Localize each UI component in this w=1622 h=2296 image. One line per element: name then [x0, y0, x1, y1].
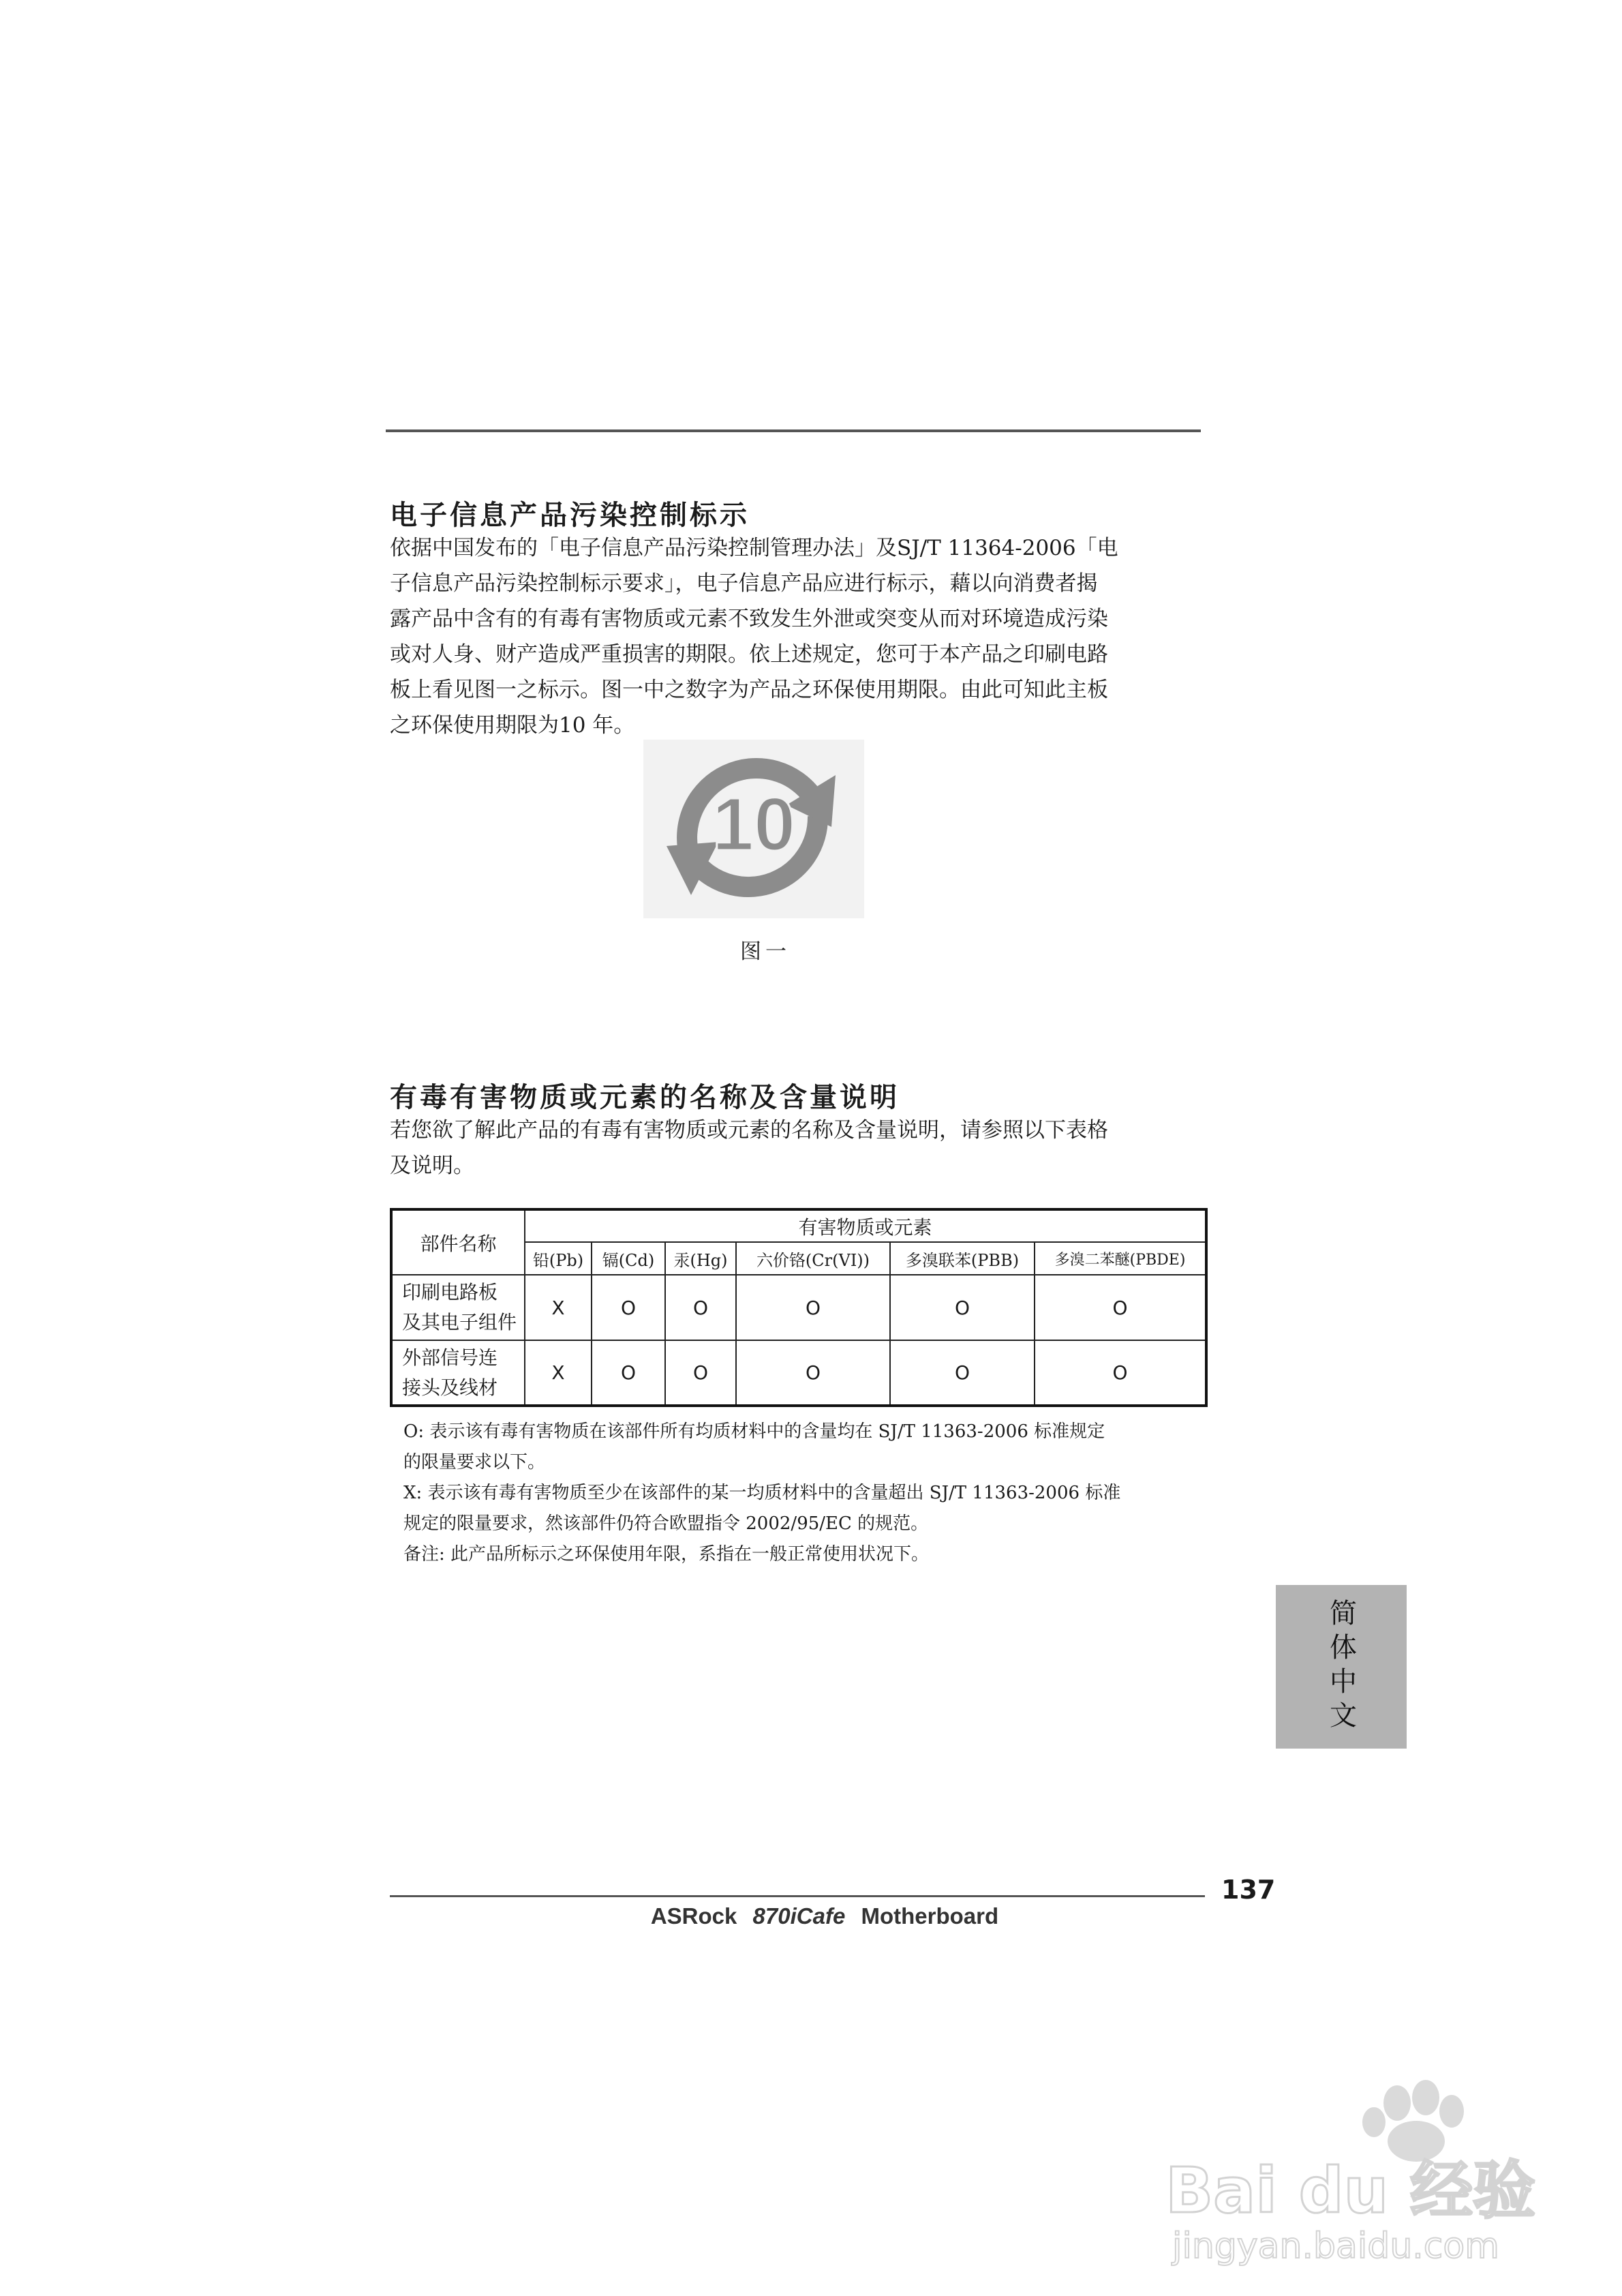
table-cell: O — [1035, 1275, 1206, 1340]
row-label-line: 外部信号连 — [402, 1346, 498, 1369]
paragraph-line: 若您欲了解此产品的有毒有害物质或元素的名称及含量说明，请参照以下表格 — [390, 1118, 1108, 1143]
top-rule — [386, 429, 1201, 432]
part-name-header: 部件名称 — [391, 1209, 525, 1275]
table-cell: O — [736, 1275, 890, 1340]
recycle-10-icon — [643, 740, 864, 918]
note-remark: 备注: 此产品所标示之环保使用年限，系指在一般正常使用状况下。 — [403, 1544, 930, 1565]
footer-product-line — [0, 1903, 1622, 1929]
table-row — [391, 1275, 1206, 1340]
environmental-protection-period-logo — [643, 740, 864, 918]
paragraph-line: 板上看见图一之标示。图一中之数字为产品之环保使用期限。由此可知此主板 — [390, 678, 1108, 702]
paragraph-line: 及说明。 — [390, 1153, 474, 1178]
logo-number: 10 — [711, 783, 796, 866]
figure-caption: 图一 — [740, 939, 791, 964]
paragraph-line: 之环保使用期限为10 年。 — [390, 713, 635, 738]
column-header-pbde: 多溴二苯醚(PBDE) — [1035, 1242, 1206, 1275]
baidu-jingyan-watermark — [1152, 2076, 1561, 2274]
table-cell: X — [525, 1275, 592, 1340]
row-label-line: 印刷电路板 — [402, 1281, 498, 1303]
column-header-lead: 铅(Pb) — [525, 1242, 592, 1275]
column-header-pbb: 多溴联苯(PBB) — [890, 1242, 1035, 1275]
table-row — [391, 1340, 1206, 1406]
note-o-line: 的限量要求以下。 — [403, 1452, 546, 1472]
footer-brand: ASRock — [650, 1903, 737, 1929]
substances-intro-paragraph — [390, 1113, 1208, 1183]
row-label-line: 接头及线材 — [402, 1376, 498, 1399]
table-cell: O — [1035, 1340, 1206, 1406]
watermark-logo-text: Bai du 经验 — [1165, 2154, 1536, 2227]
page-number: 137 — [1221, 1875, 1276, 1905]
row-label-line: 及其电子组件 — [402, 1311, 517, 1333]
footer-product: Motherboard — [861, 1903, 999, 1929]
section-title-substances: 有毒有害物质或元素的名称及含量说明 — [390, 1082, 900, 1113]
substance-group-header: 有害物质或元素 — [525, 1209, 1206, 1242]
table-cell: O — [592, 1275, 665, 1340]
watermark-url: jingyan.baidu.com — [1172, 2226, 1499, 2267]
paragraph-line: 依据中国发布的「电子信息产品污染控制管理办法」及SJ/T 11364-2006「电 — [390, 536, 1118, 560]
note-x-line: X: 表示该有毒有害物质至少在该部件的某一均质材料中的含量超出 SJ/T 11363-2006 标准 — [403, 1483, 1121, 1503]
table-cell: X — [525, 1340, 592, 1406]
section-title-pollution-mark: 电子信息产品污染控制标示 — [390, 500, 750, 531]
table-cell: O — [890, 1275, 1035, 1340]
column-header-chromium: 六价铬(Cr(VI)) — [736, 1242, 890, 1275]
row-label — [391, 1275, 525, 1340]
hazardous-substance-table — [390, 1208, 1208, 1407]
note-x-line: 规定的限量要求，然该部件仍符合欧盟指令 2002/95/EC 的规范。 — [403, 1513, 929, 1534]
pollution-mark-paragraph — [390, 530, 1208, 743]
table-cell: O — [592, 1340, 665, 1406]
footer-model: 870iCafe — [752, 1903, 846, 1929]
table-cell: O — [736, 1340, 890, 1406]
language-side-tab-label: 简体中文 — [1325, 1599, 1357, 1735]
paragraph-line: 露产品中含有的有毒有害物质或元素不致发生外泄或突变从而对环境造成污染 — [390, 607, 1108, 631]
language-side-tab — [1276, 1585, 1407, 1749]
table-cell: O — [890, 1340, 1035, 1406]
row-label — [391, 1340, 525, 1406]
paragraph-line: 子信息产品污染控制标示要求」，电子信息产品应进行标示，藉以向消费者揭 — [390, 571, 1098, 596]
footer-rule — [390, 1895, 1205, 1897]
column-header-mercury: 汞(Hg) — [665, 1242, 736, 1275]
table-cell: O — [665, 1340, 736, 1406]
note-o-line: O: 表示该有毒有害物质在该部件所有均质材料中的含量均在 SJ/T 11363-2006 标准规定 — [403, 1421, 1105, 1442]
paragraph-line: 或对人身、财产造成严重损害的期限。依上述规定，您可于本产品之印刷电路 — [390, 642, 1108, 667]
column-header-cadmium: 镉(Cd) — [592, 1242, 665, 1275]
table-cell: O — [665, 1275, 736, 1340]
table-notes — [403, 1417, 1211, 1570]
